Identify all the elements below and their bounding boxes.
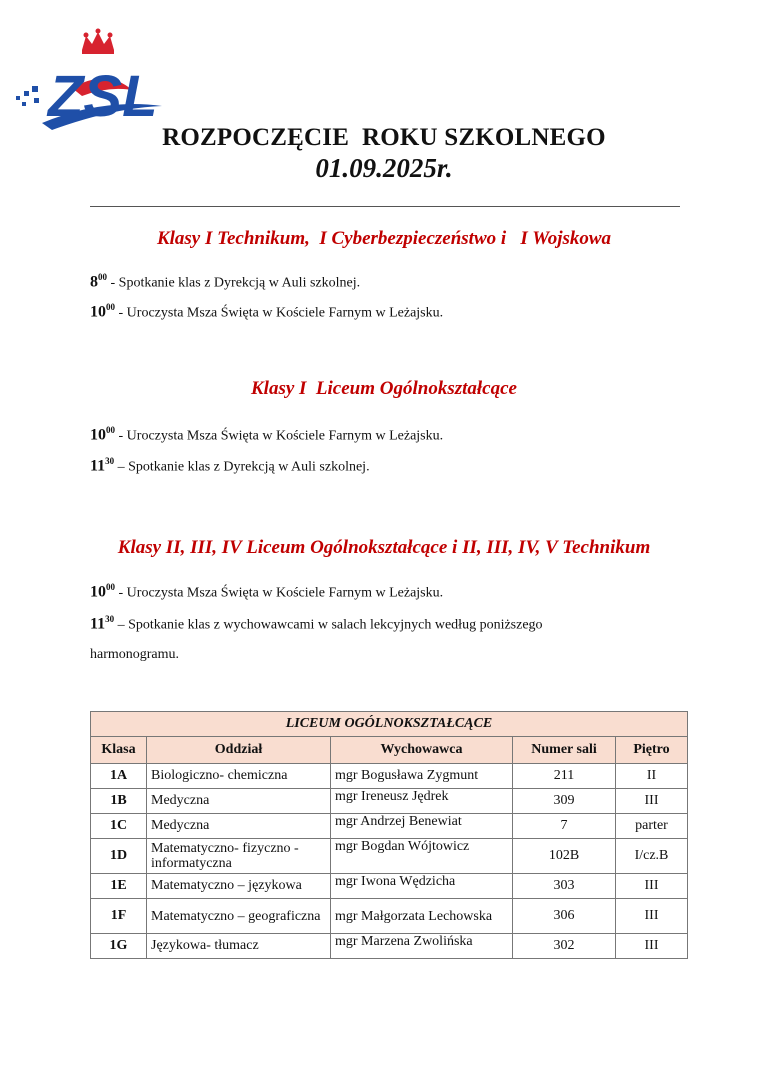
table-row: 1A Biologiczno- chemiczna mgr Bogusława Zygmunt 211 II bbox=[91, 764, 688, 789]
table-row: 1D Matematyczno- fizyczno - informatyczna mgr Bogdan Wójtowicz 102B I/cz.B bbox=[91, 839, 688, 874]
schedule-item: $10^{00}$ - Uroczysta Msza Święta w Kościele Farnym w Leżajsku. bbox=[90, 302, 444, 321]
schedule-item: $11^{30}$ – Spotkanie klas z Dyrekcją w Auli szkolnej. bbox=[90, 456, 370, 475]
col-header-wychowawca: Wychowawca bbox=[331, 737, 513, 764]
schedule-item: $11^{30}$ – Spotkanie klas z wychowawcami w salach lekcyjnych według poniższego bbox=[90, 614, 543, 633]
table-row: 1E Matematyczno – językowa mgr Iwona Wędzicha 303 III bbox=[91, 874, 688, 899]
schedule-item: $10^{00}$ - Uroczysta Msza Święta w Kościele Farnym w Leżajsku. bbox=[90, 425, 444, 444]
section-heading-2: Klasy I Liceum Ogólnokształcące bbox=[251, 378, 517, 399]
table-row: 1C Medyczna mgr Andrzej Benewiat 7 parter bbox=[91, 814, 688, 839]
class-schedule-table bbox=[90, 711, 688, 959]
section-heading-1: Klasy I Technikum, I Cyberbezpieczeństwo i I Wojskowa bbox=[156, 228, 612, 249]
divider bbox=[90, 206, 680, 207]
event-date: 01.09.2025r. bbox=[315, 153, 453, 183]
col-header-pietro: Piętro bbox=[616, 737, 688, 764]
col-header-oddzial: Oddział bbox=[147, 737, 331, 764]
page-title: ROZPOCZĘCIE ROKU SZKOLNEGO bbox=[162, 124, 606, 151]
crown-icon bbox=[82, 29, 114, 55]
section-heading-3: Klasy II, III, IV Liceum Ogólnokształcące i II, III, IV, V Technikum bbox=[117, 537, 651, 558]
schedule-item: $8^{00}$ - Spotkanie klas z Dyrekcją w Auli szkolnej. bbox=[90, 272, 361, 291]
schedule-item: $10^{00}$ - Uroczysta Msza Święta w Kościele Farnym w Leżajsku. bbox=[90, 582, 444, 601]
svg-text:ZSL: ZSL bbox=[48, 64, 158, 129]
schedule-continuation: harmonogramu. bbox=[90, 647, 180, 662]
table-row: 1G Językowa- tłumacz mgr Marzena Zwolińska 302 III bbox=[91, 934, 688, 959]
table-row: 1F Matematyczno – geograficzna mgr Małgorzata Lechowska 306 III bbox=[91, 899, 688, 934]
col-header-numer-sali: Numer sali bbox=[513, 737, 616, 764]
col-header-klasa: Klasa bbox=[91, 737, 147, 764]
school-logo bbox=[12, 28, 172, 138]
table-caption: LICEUM OGÓLNOKSZTAŁCĄCE bbox=[91, 712, 688, 737]
table-row: 1B Medyczna mgr Ireneusz Jędrek 309 III bbox=[91, 789, 688, 814]
